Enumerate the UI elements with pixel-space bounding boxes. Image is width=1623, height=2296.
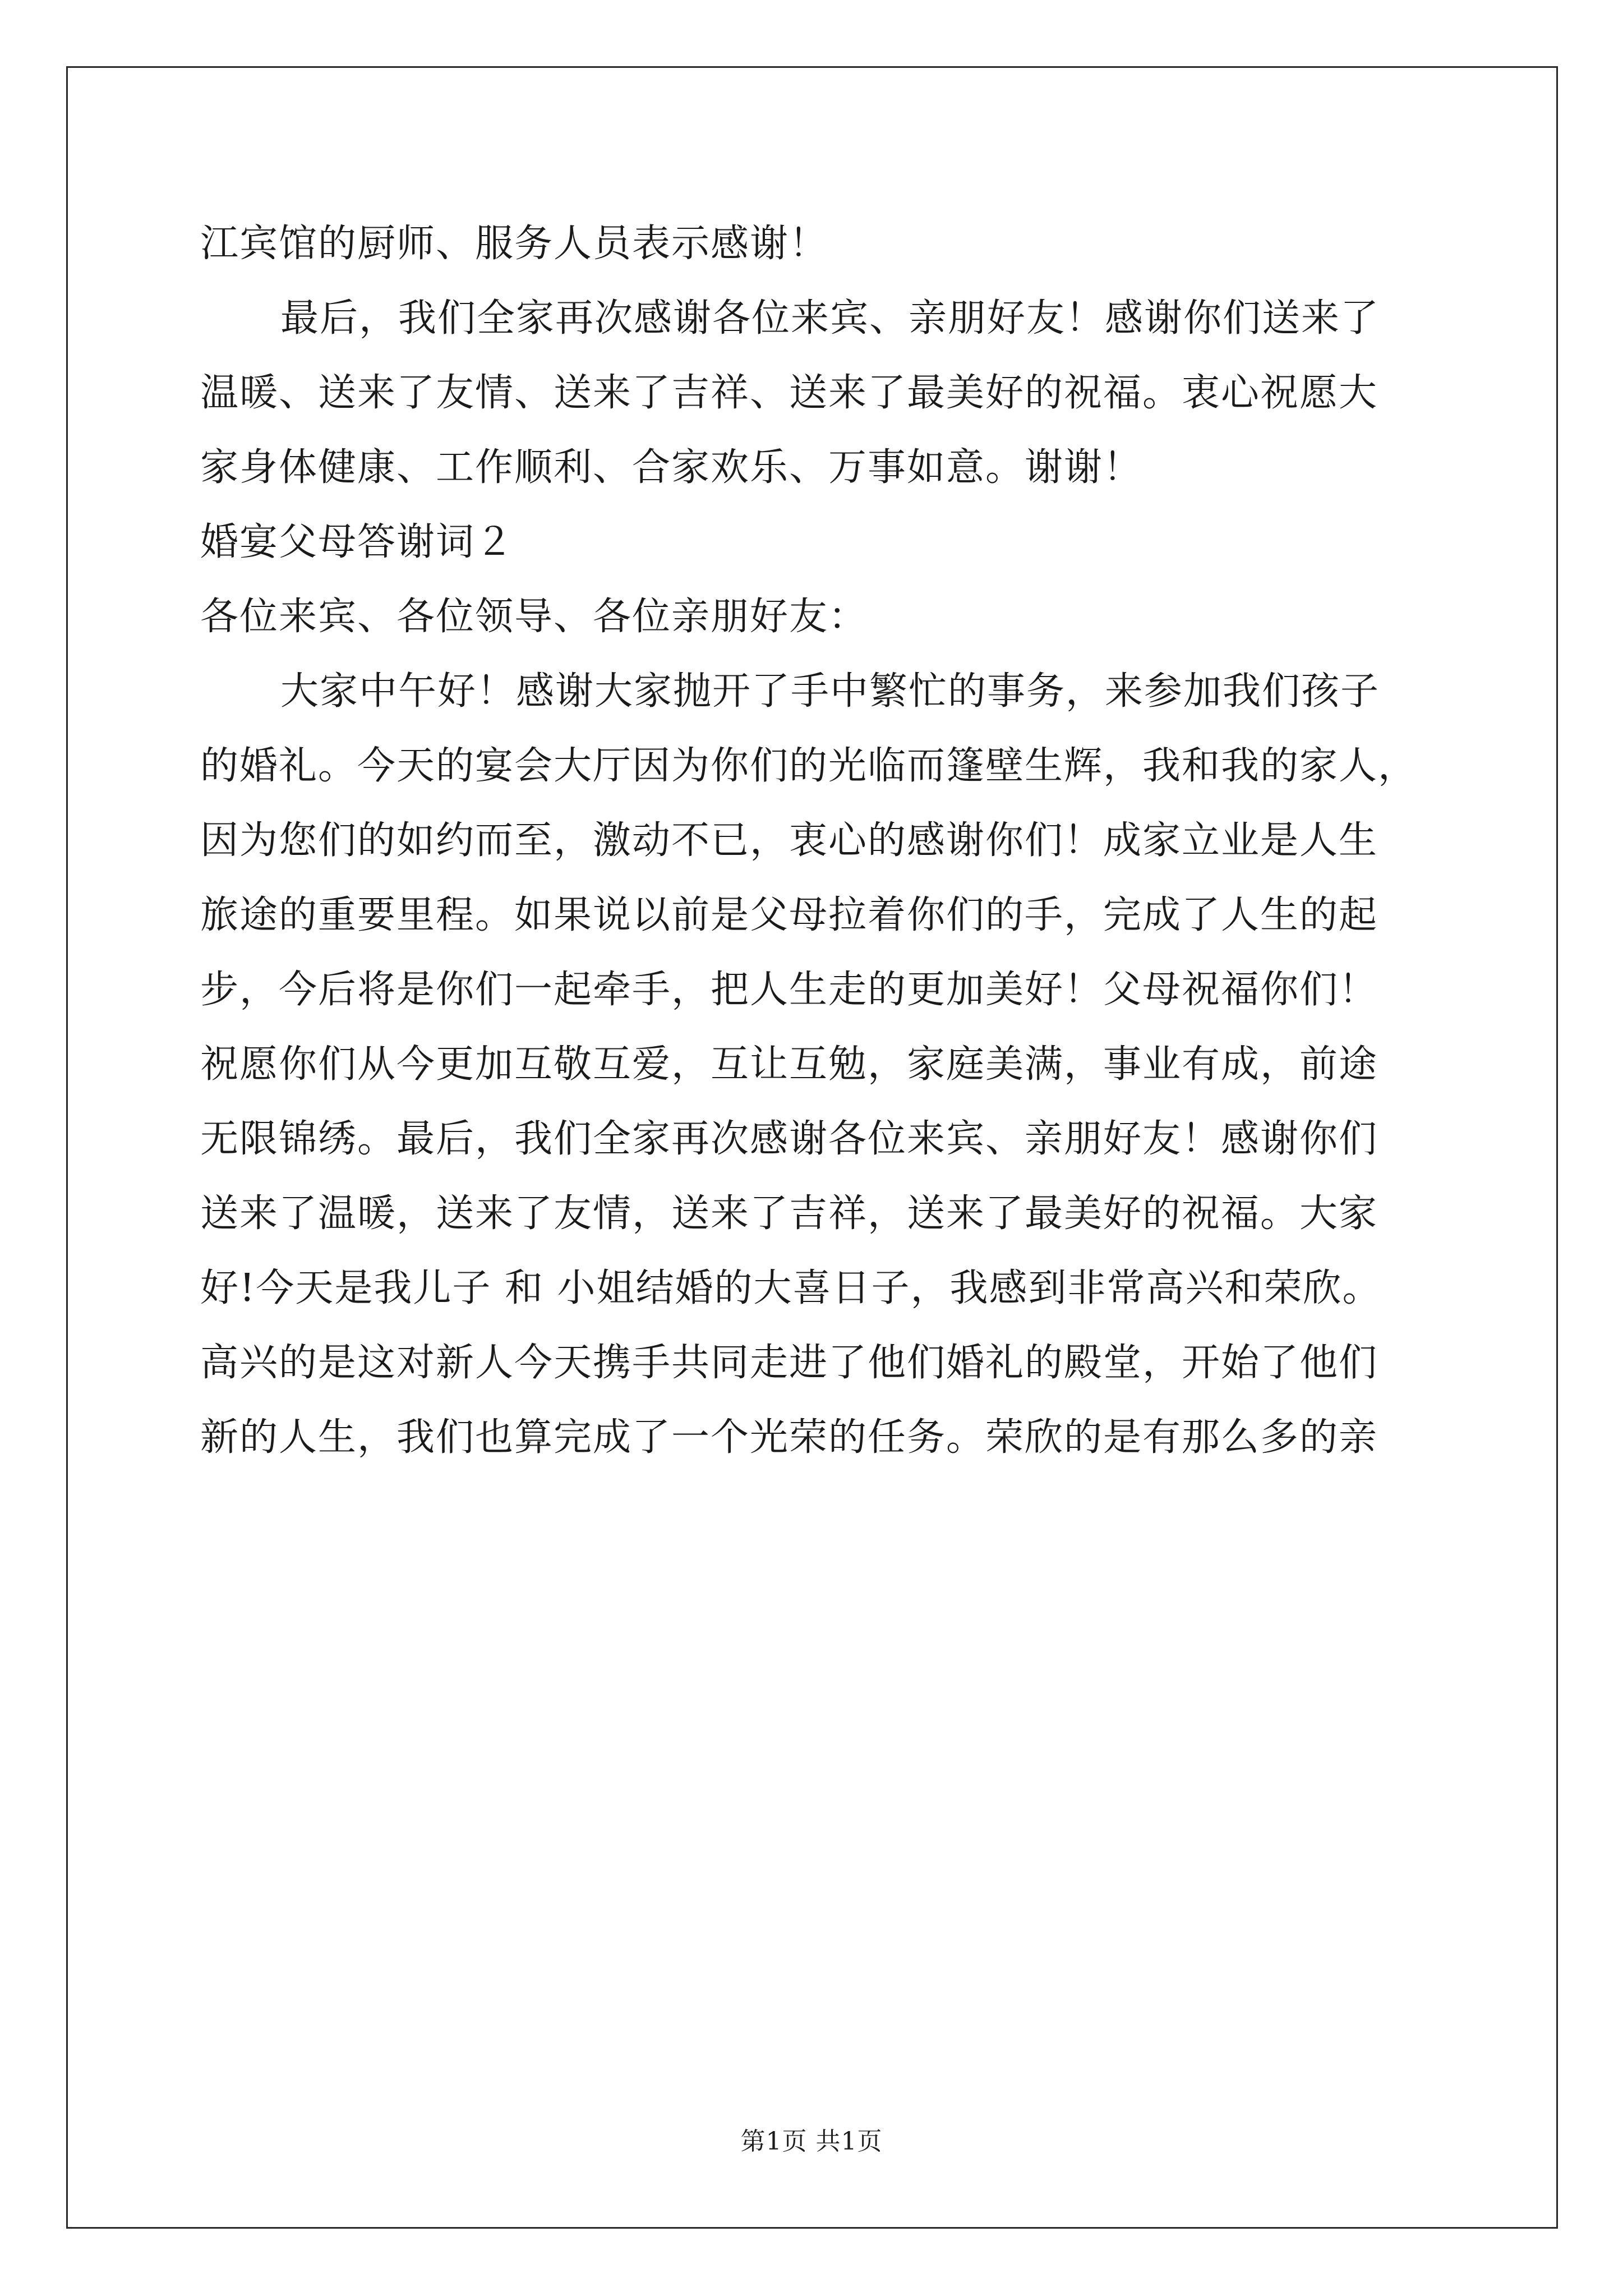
text-line-11: 步，今后将是你们一起牵手，把人生走的更加美好！父母祝福你们！ xyxy=(200,968,1378,1012)
text-line-15: 好!今天是我儿子 和 小姐结婚的大喜日子，我感到非常高兴和荣欣。 xyxy=(200,1266,1382,1310)
salutation: 各位来宾、各位领导、各位亲朋好友： xyxy=(200,595,868,639)
text-line-7: 大家中午好！感谢大家抛开了手中繁忙的事务，来参加我们孩子 xyxy=(280,669,1380,714)
text-line-3: 温暖、送来了友情、送来了吉祥、送来了最美好的祝福。衷心祝愿大 xyxy=(200,371,1378,415)
text-line-9: 因为您们的如约而至，激动不已，衷心的感谢你们！成家立业是人生 xyxy=(200,818,1378,863)
text-line-4: 家身体健康、工作顺利、合家欢乐、万事如意。谢谢！ xyxy=(200,445,1143,490)
text-line-12: 祝愿你们从今更加互敬互爱，互让互勉，家庭美满，事业有成，前途 xyxy=(200,1042,1378,1087)
text-line-1: 江宾馆的厨师、服务人员表示感谢！ xyxy=(200,222,829,266)
text-line-17: 新的人生，我们也算完成了一个光荣的任务。荣欣的是有那么多的亲 xyxy=(200,1415,1378,1460)
text-line-2: 最后，我们全家再次感谢各位来宾、亲朋好友！感谢你们送来了 xyxy=(280,296,1380,341)
text-line-13: 无限锦绣。最后，我们全家再次感谢各位来宾、亲朋好友！感谢你们 xyxy=(200,1117,1378,1161)
text-line-14: 送来了温暖，送来了友情，送来了吉祥，送来了最美好的祝福。大家 xyxy=(200,1191,1378,1236)
page-footer: 第1页 共1页 xyxy=(740,2127,883,2156)
text-line-8: 的婚礼。今天的宴会大厅因为你们的光临而篷壁生辉，我和我的家人， xyxy=(200,744,1418,788)
text-line-10: 旅途的重要里程。如果说以前是父母拉着你们的手，完成了人生的起 xyxy=(200,893,1378,937)
section-heading: 婚宴父母答谢词２ xyxy=(200,520,515,564)
text-line-16: 高兴的是这对新人今天携手共同走进了他们婚礼的殿堂，开始了他们 xyxy=(200,1341,1378,1385)
